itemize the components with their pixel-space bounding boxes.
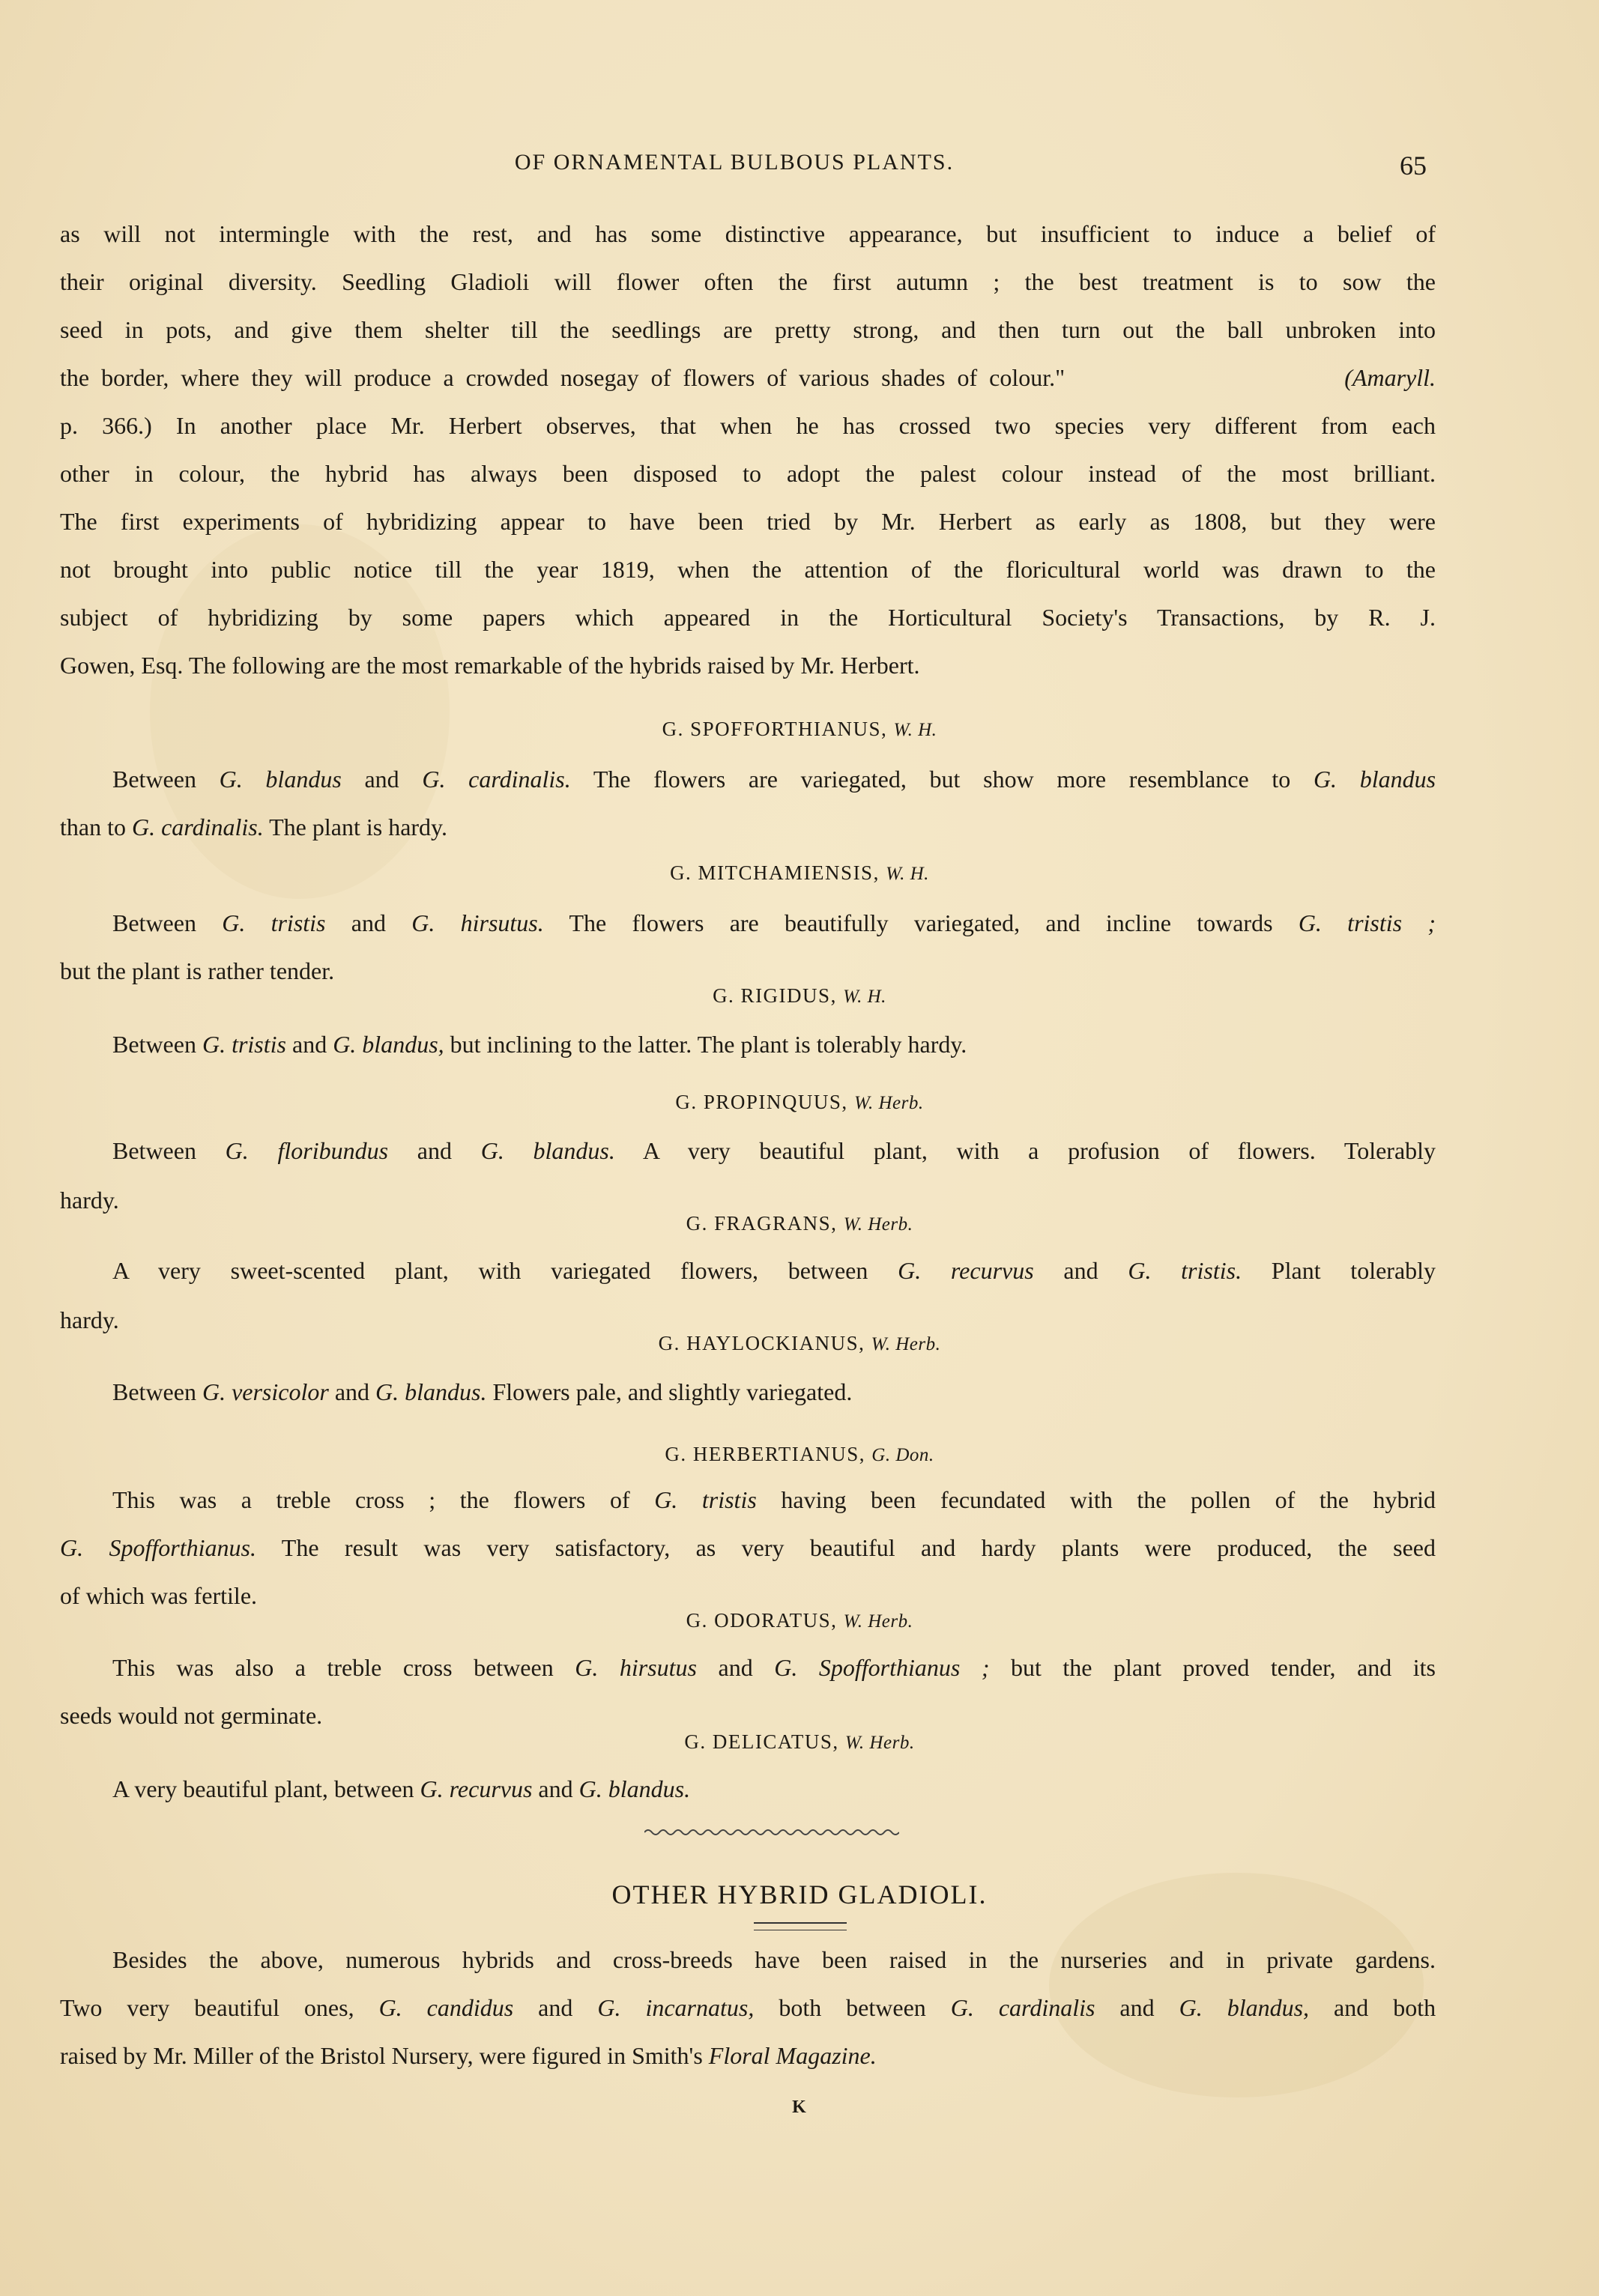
species-name: G. HAYLOCKIANUS, <box>658 1332 865 1354</box>
text-span: Between <box>112 766 220 793</box>
species-name: G. ODORATUS, <box>686 1609 838 1632</box>
species-authority: W. H. <box>843 987 886 1007</box>
text-span: The flowers are beautifully variegated, and incline towards <box>543 909 1299 936</box>
species-ref: G. blandus, <box>1179 1994 1310 2021</box>
text-line <box>112 1255 1436 1285</box>
text-span: and <box>341 766 423 793</box>
species-ref: G. incarnatus, <box>597 1994 755 2021</box>
text-span: raised by Mr. Miller of the Bristol Nursery, were figured in Smith's <box>60 2042 709 2069</box>
species-name: G. FRAGRANS, <box>686 1212 838 1235</box>
text-span: This was also a treble cross between <box>112 1654 575 1681</box>
species-ref: G. blandus. <box>480 1137 615 1164</box>
species-ref: G. blandus. <box>375 1378 487 1405</box>
text-line <box>112 1377 852 1407</box>
species-heading <box>0 718 1599 741</box>
species-ref: G. recurvus <box>420 1775 533 1802</box>
text-line: p. 366.) In another place Mr. Herbert observes, that when he has crossed two species very different from each <box>60 412 1436 439</box>
species-ref: G. Spofforthianus ; <box>774 1654 990 1681</box>
text-span: Between <box>112 1378 202 1405</box>
species-authority: W. Herb. <box>853 1093 924 1113</box>
species-name: G. SPOFFORTHIANUS, <box>662 718 888 740</box>
species-ref: G. blandus <box>1313 766 1436 793</box>
species-ref: G. Spofforthianus. <box>60 1534 256 1561</box>
species-ref: G. floribundus <box>225 1137 389 1164</box>
species-heading <box>0 1212 1599 1235</box>
text-line: Gowen, Esq. The following are the most remarkable of the hybrids raised by Mr. Herbert. <box>60 652 920 679</box>
species-ref: G. recurvus <box>898 1257 1034 1284</box>
text-span: A very beautiful plant, between <box>112 1775 420 1802</box>
species-heading <box>0 1332 1599 1355</box>
species-ref: G. tristis <box>654 1486 757 1513</box>
text-line: not brought into public notice till the year 1819, when the attention of the floricultural world was drawn to the <box>60 556 1436 583</box>
text-line: Besides the above, numerous hybrids and cross-breeds have been raised in the nurseries and in private gardens. <box>112 1946 1436 1973</box>
species-authority: W. Herb. <box>843 1214 913 1235</box>
text-span: and both <box>1309 1994 1436 2021</box>
text-span: and <box>1033 1257 1128 1284</box>
species-heading <box>0 1609 1599 1632</box>
page-number: 65 <box>1400 151 1427 181</box>
text-line: seed in pots, and give them shelter till the seedlings are pretty strong, and then turn out the ball unbroken into <box>60 316 1436 343</box>
text-span: Between <box>112 1031 202 1058</box>
species-ref: G. cardinalis. <box>131 814 264 840</box>
text-line <box>112 1136 1436 1166</box>
species-heading <box>0 1091 1599 1114</box>
text-line: hardy. <box>60 1187 119 1214</box>
species-authority: W. Herb. <box>844 1733 915 1753</box>
text-span: A very beautiful plant, with a profusion of flowers. Tolerably <box>614 1137 1436 1164</box>
text-span: than to <box>60 814 132 840</box>
text-span: having been fecundated with the pollen of the hybrid <box>756 1486 1436 1513</box>
text-span: and <box>325 909 412 936</box>
text-span: and <box>328 1378 376 1405</box>
text-span: and <box>388 1137 481 1164</box>
text-line: hardy. <box>60 1306 119 1333</box>
text-span: Between <box>112 1137 226 1164</box>
species-ref: G. tristis <box>202 1031 286 1058</box>
text-line <box>112 908 1436 938</box>
species-ref: G. blandus. <box>578 1775 691 1802</box>
text-span: The plant is hardy. <box>263 814 447 840</box>
text-span: and <box>696 1654 775 1681</box>
text-line <box>112 1485 1436 1515</box>
species-ref: G. tristis. <box>1128 1257 1242 1284</box>
species-heading <box>0 1730 1599 1754</box>
page-header <box>0 150 1599 195</box>
species-ref: G. hirsutus. <box>411 909 544 936</box>
species-ref: G. tristis <box>222 909 326 936</box>
text-span: and <box>1095 1994 1179 2021</box>
text-line: of which was fertile. <box>60 1582 258 1609</box>
species-authority: W. Herb. <box>871 1334 941 1354</box>
text-span: Two very beautiful ones, <box>60 1994 379 2021</box>
citation: (Amaryll. <box>1344 364 1436 391</box>
text-line: but the plant is rather tender. <box>60 957 335 984</box>
text-line <box>112 764 1436 794</box>
publication-title: Floral Magazine. <box>708 2042 877 2069</box>
species-ref: G. candidus <box>378 1994 514 2021</box>
text-span: the border, where they will produce a crowded nosegay of flowers of various shades of colour." <box>60 364 1066 391</box>
text-line: other in colour, the hybrid has always been disposed to adopt the palest colour instead of the most brilliant. <box>60 460 1436 487</box>
text-span: This was a treble cross ; the flowers of <box>112 1486 655 1513</box>
species-authority: W. H. <box>893 720 937 740</box>
species-ref: G. blandus, <box>333 1031 444 1058</box>
text-span: Flowers pale, and slightly variegated. <box>486 1378 853 1405</box>
species-ref: G. cardinalis <box>950 1994 1095 2021</box>
running-head: OF ORNAMENTAL BULBOUS PLANTS. <box>514 150 955 175</box>
text-span: and <box>532 1775 579 1802</box>
species-name: G. HERBERTIANUS, <box>665 1443 866 1465</box>
text-span: Plant tolerably <box>1242 1257 1436 1284</box>
text-line: their original diversity. Seedling Gladioli will flower often the first autumn ; the best treatment is to sow the <box>60 268 1436 295</box>
text-span: The result was very satisfactory, as very beautiful and hardy plants were produced, the seed <box>256 1534 1436 1561</box>
species-heading <box>0 1443 1599 1466</box>
text-span: Between <box>112 909 223 936</box>
text-line: The first experiments of hybridizing appear to have been tried by Mr. Herbert as early as 1808, but they were <box>60 508 1436 535</box>
section-title: OTHER HYBRID GLADIOLI. <box>611 1879 988 1909</box>
species-ref: G. hirsutus <box>575 1654 697 1681</box>
species-authority: G. Don. <box>871 1445 934 1465</box>
species-heading <box>0 984 1599 1008</box>
text-line: as will not intermingle with the rest, and has some distinctive appearance, but insufficient to induce a belief of <box>60 220 1436 247</box>
species-ref: G. blandus <box>219 766 342 793</box>
text-span: and <box>513 1994 598 2021</box>
text-span: but the plant proved tender, and its <box>989 1654 1436 1681</box>
text-span: but inclining to the latter. The plant is tolerably hardy. <box>444 1031 967 1058</box>
species-ref: G. tristis ; <box>1298 909 1436 936</box>
text-line <box>60 2041 877 2071</box>
title-rule <box>754 1922 847 1924</box>
text-line <box>112 1653 1436 1682</box>
species-ref: G. versicolor <box>202 1378 329 1405</box>
species-name: G. MITCHAMIENSIS, <box>670 861 880 884</box>
text-line <box>60 812 447 842</box>
text-span: The flowers are variegated, but show more resemblance to <box>570 766 1314 793</box>
text-line <box>112 1774 690 1804</box>
text-line: subject of hybridizing by some papers which appeared in the Horticultural Society's Transactions, by R. J. <box>60 604 1436 631</box>
signature-mark: K <box>792 2097 807 2117</box>
species-name: G. RIGIDUS, <box>713 984 837 1007</box>
text-line <box>60 363 1436 393</box>
text-line <box>60 1993 1436 2023</box>
species-heading <box>0 861 1599 885</box>
ornamental-divider <box>644 1828 899 1837</box>
species-name: G. DELICATUS, <box>684 1730 839 1753</box>
species-authority: W. Herb. <box>843 1611 913 1632</box>
text-line <box>60 1533 1436 1563</box>
species-ref: G. cardinalis. <box>422 766 571 793</box>
species-name: G. PROPINQUUS, <box>675 1091 848 1113</box>
text-line: seeds would not germinate. <box>60 1702 323 1729</box>
text-span: A very sweet-scented plant, with variegated flowers, between <box>112 1257 898 1284</box>
text-span: and <box>285 1031 333 1058</box>
text-line <box>112 1029 967 1059</box>
species-authority: W. H. <box>886 864 929 884</box>
text-span: both between <box>754 1994 951 2021</box>
